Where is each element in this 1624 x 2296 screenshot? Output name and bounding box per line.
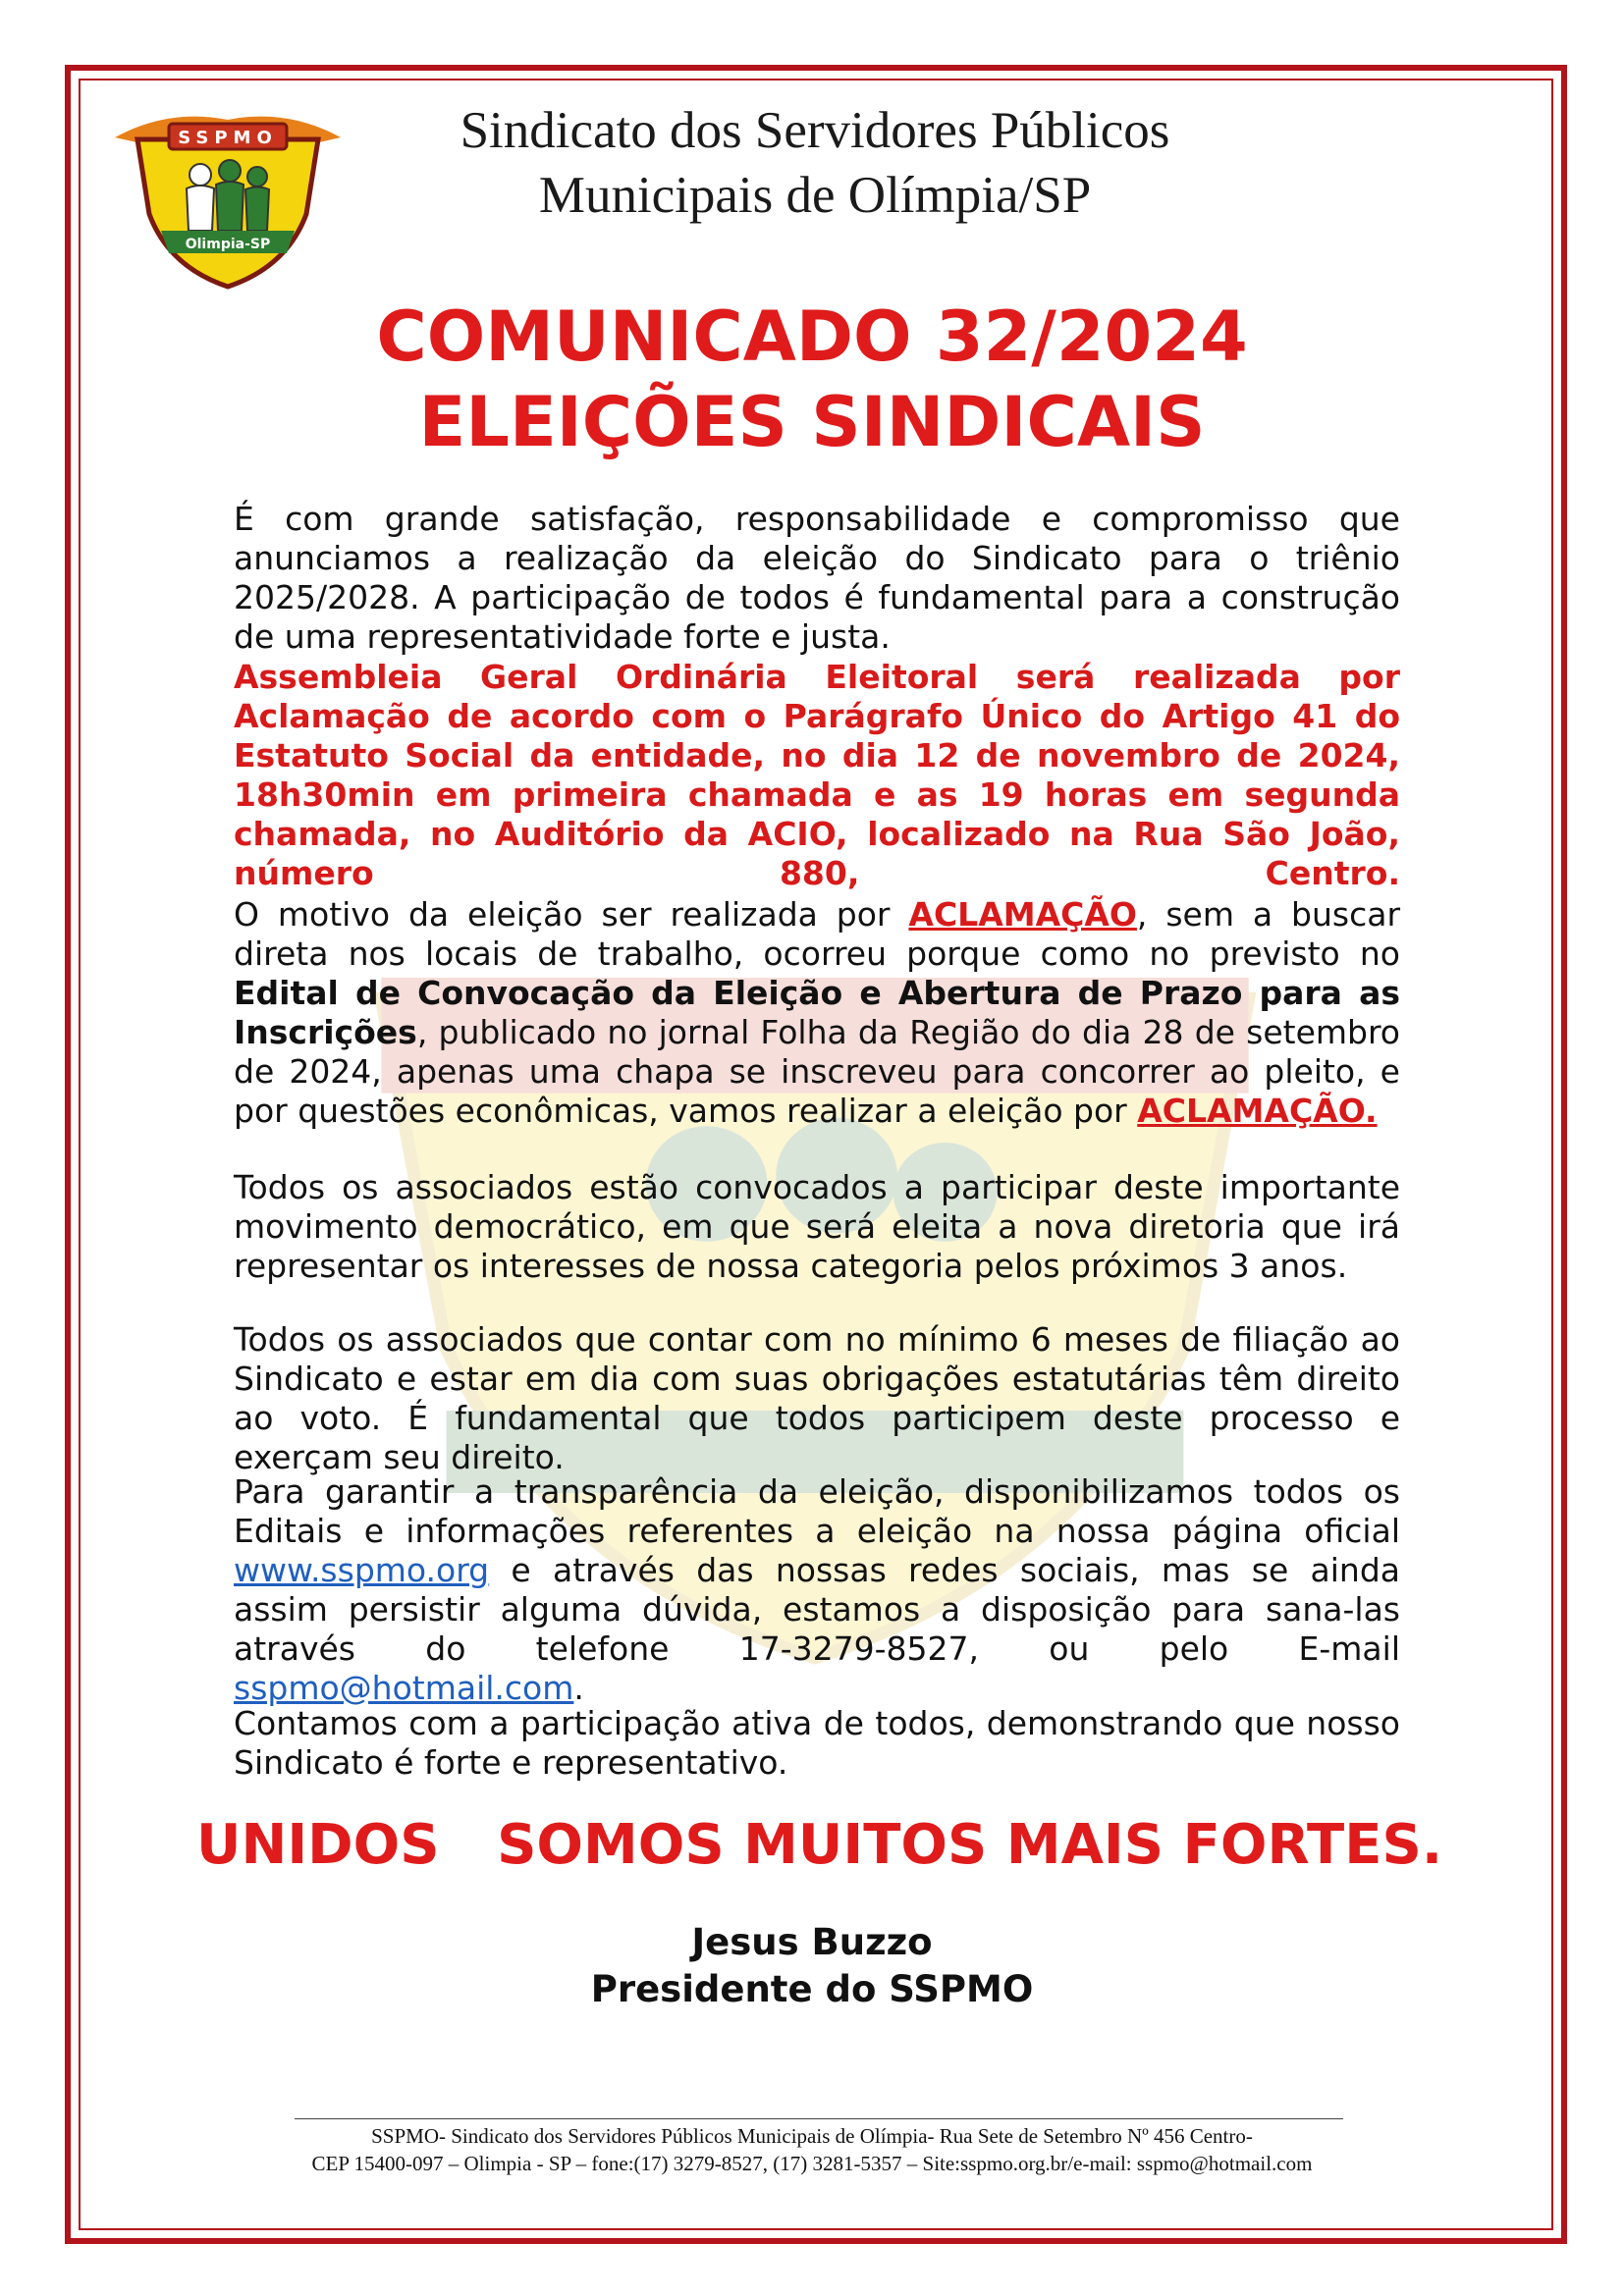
document-title: [196, 294, 1428, 465]
paragraph-convocation: Todos os associados estão convocados a participar deste importante movimento democrático, em que será eleita a nova diretoria que irá representar os interesses de nossa categoria pelos próximos 3 anos.: [234, 1168, 1400, 1285]
aclamacao-emphasis: ACLAMAÇÃO: [908, 895, 1137, 934]
paragraph-transparency: Para garantir a transparência da eleição, disponibilizamos todos os Editais e informações referentes a eleição na nossa página oficial www.sspmo.org e através das nossas redes sociais, mas se ainda assim persistir alguma dúvida, estamos a disposição para sana-las através do telefone 17-3279-8527, ou pelo E-mail sspmo@hotmail.com.: [234, 1472, 1400, 1707]
title-line2: ELEIÇÕES SINDICAIS: [418, 382, 1206, 462]
footer-line1: SSPMO- Sindicato dos Servidores Públicos Municipais de Olímpia- Rua Sete de Setembro Nº 456 Centro-: [371, 2124, 1253, 2148]
svg-text:Olimpia-SP: Olimpia-SP: [185, 237, 271, 252]
aclamacao-emphasis-2: ACLAMAÇÃO.: [1137, 1092, 1378, 1130]
organization-name-line2: Municipais de Olímpia/SP: [538, 167, 1092, 224]
organization-name-line1: Sindicato dos Servidores Públicos: [460, 102, 1170, 159]
signature-name: Jesus Buzzo: [691, 1921, 933, 1963]
sspmo-logo: [110, 98, 346, 294]
svg-text:SSPMO: SSPMO: [178, 128, 278, 148]
paragraph-intro: É com grande satisfação, responsabilidade e compromisso que anunciamos a realização da eleição do Sindicato para o triênio 2025/2028. A participação de todos é fundamental para a construção de uma representatividade forte e justa.: [234, 500, 1400, 656]
organization-name: [373, 98, 1257, 228]
website-link[interactable]: www.sspmo.org: [234, 1551, 490, 1589]
paragraph-election-reason: O motivo da eleição ser realizada por ACLAMAÇÃO, sem a buscar direta nos locais de trabalho, ocorreu porque como no previsto no Edital de Convocação da Eleição e Abertura de Prazo para as Inscrições, publicado no jornal Folha da Região do dia 28 de setembro de 2024, apenas uma chapa se inscreveu para concorrer ao pleito, e por questões econômicas, vamos realizar a eleição por ACLAMAÇÃO.: [234, 895, 1401, 1130]
paragraph-voting-rights: Todos os associados que contar com no mínimo 6 meses de filiação ao Sindicato e estar em dia com suas obrigações estatutárias têm direito ao voto. É fundamental que todos participem deste processo e exerçam seu direito.: [234, 1320, 1400, 1476]
edital-title: Edital de Convocação da Eleição e Abertura de Prazo para as Inscrições: [234, 974, 1400, 1051]
paragraph-closing: Contamos com a participação ativa de todos, demonstrando que nosso Sindicato é forte e representativo.: [234, 1704, 1400, 1782]
footer-line2: CEP 15400-097 – Olimpia - SP – fone:(17) 3279-8527, (17) 3281-5357 – Site:sspmo.org.br/e-mail: sspmo@hotmail.com: [311, 2152, 1313, 2175]
paragraph-assembly-notice: Assembleia Geral Ordinária Eleitoral será realizada por Aclamação de acordo com o Parágrafo Único do Artigo 41 do Estatuto Social da entidade, no dia 12 de novembro de 2024, 18h30min em primeira chamada e as 19 horas em segunda chamada, no Auditório da ACIO, localizado na Rua São João, número 880, Centro.: [234, 658, 1400, 892]
signature-role: Presidente do SSPMO: [590, 1968, 1034, 2010]
email-link[interactable]: sspmo@hotmail.com: [234, 1669, 574, 1707]
title-line1: COMUNICADO 32/2024: [376, 296, 1248, 377]
footer-divider: [295, 2118, 1343, 2119]
slogan: UNIDOS SOMOS MUITOS MAIS FORTES.: [196, 1813, 1443, 1877]
